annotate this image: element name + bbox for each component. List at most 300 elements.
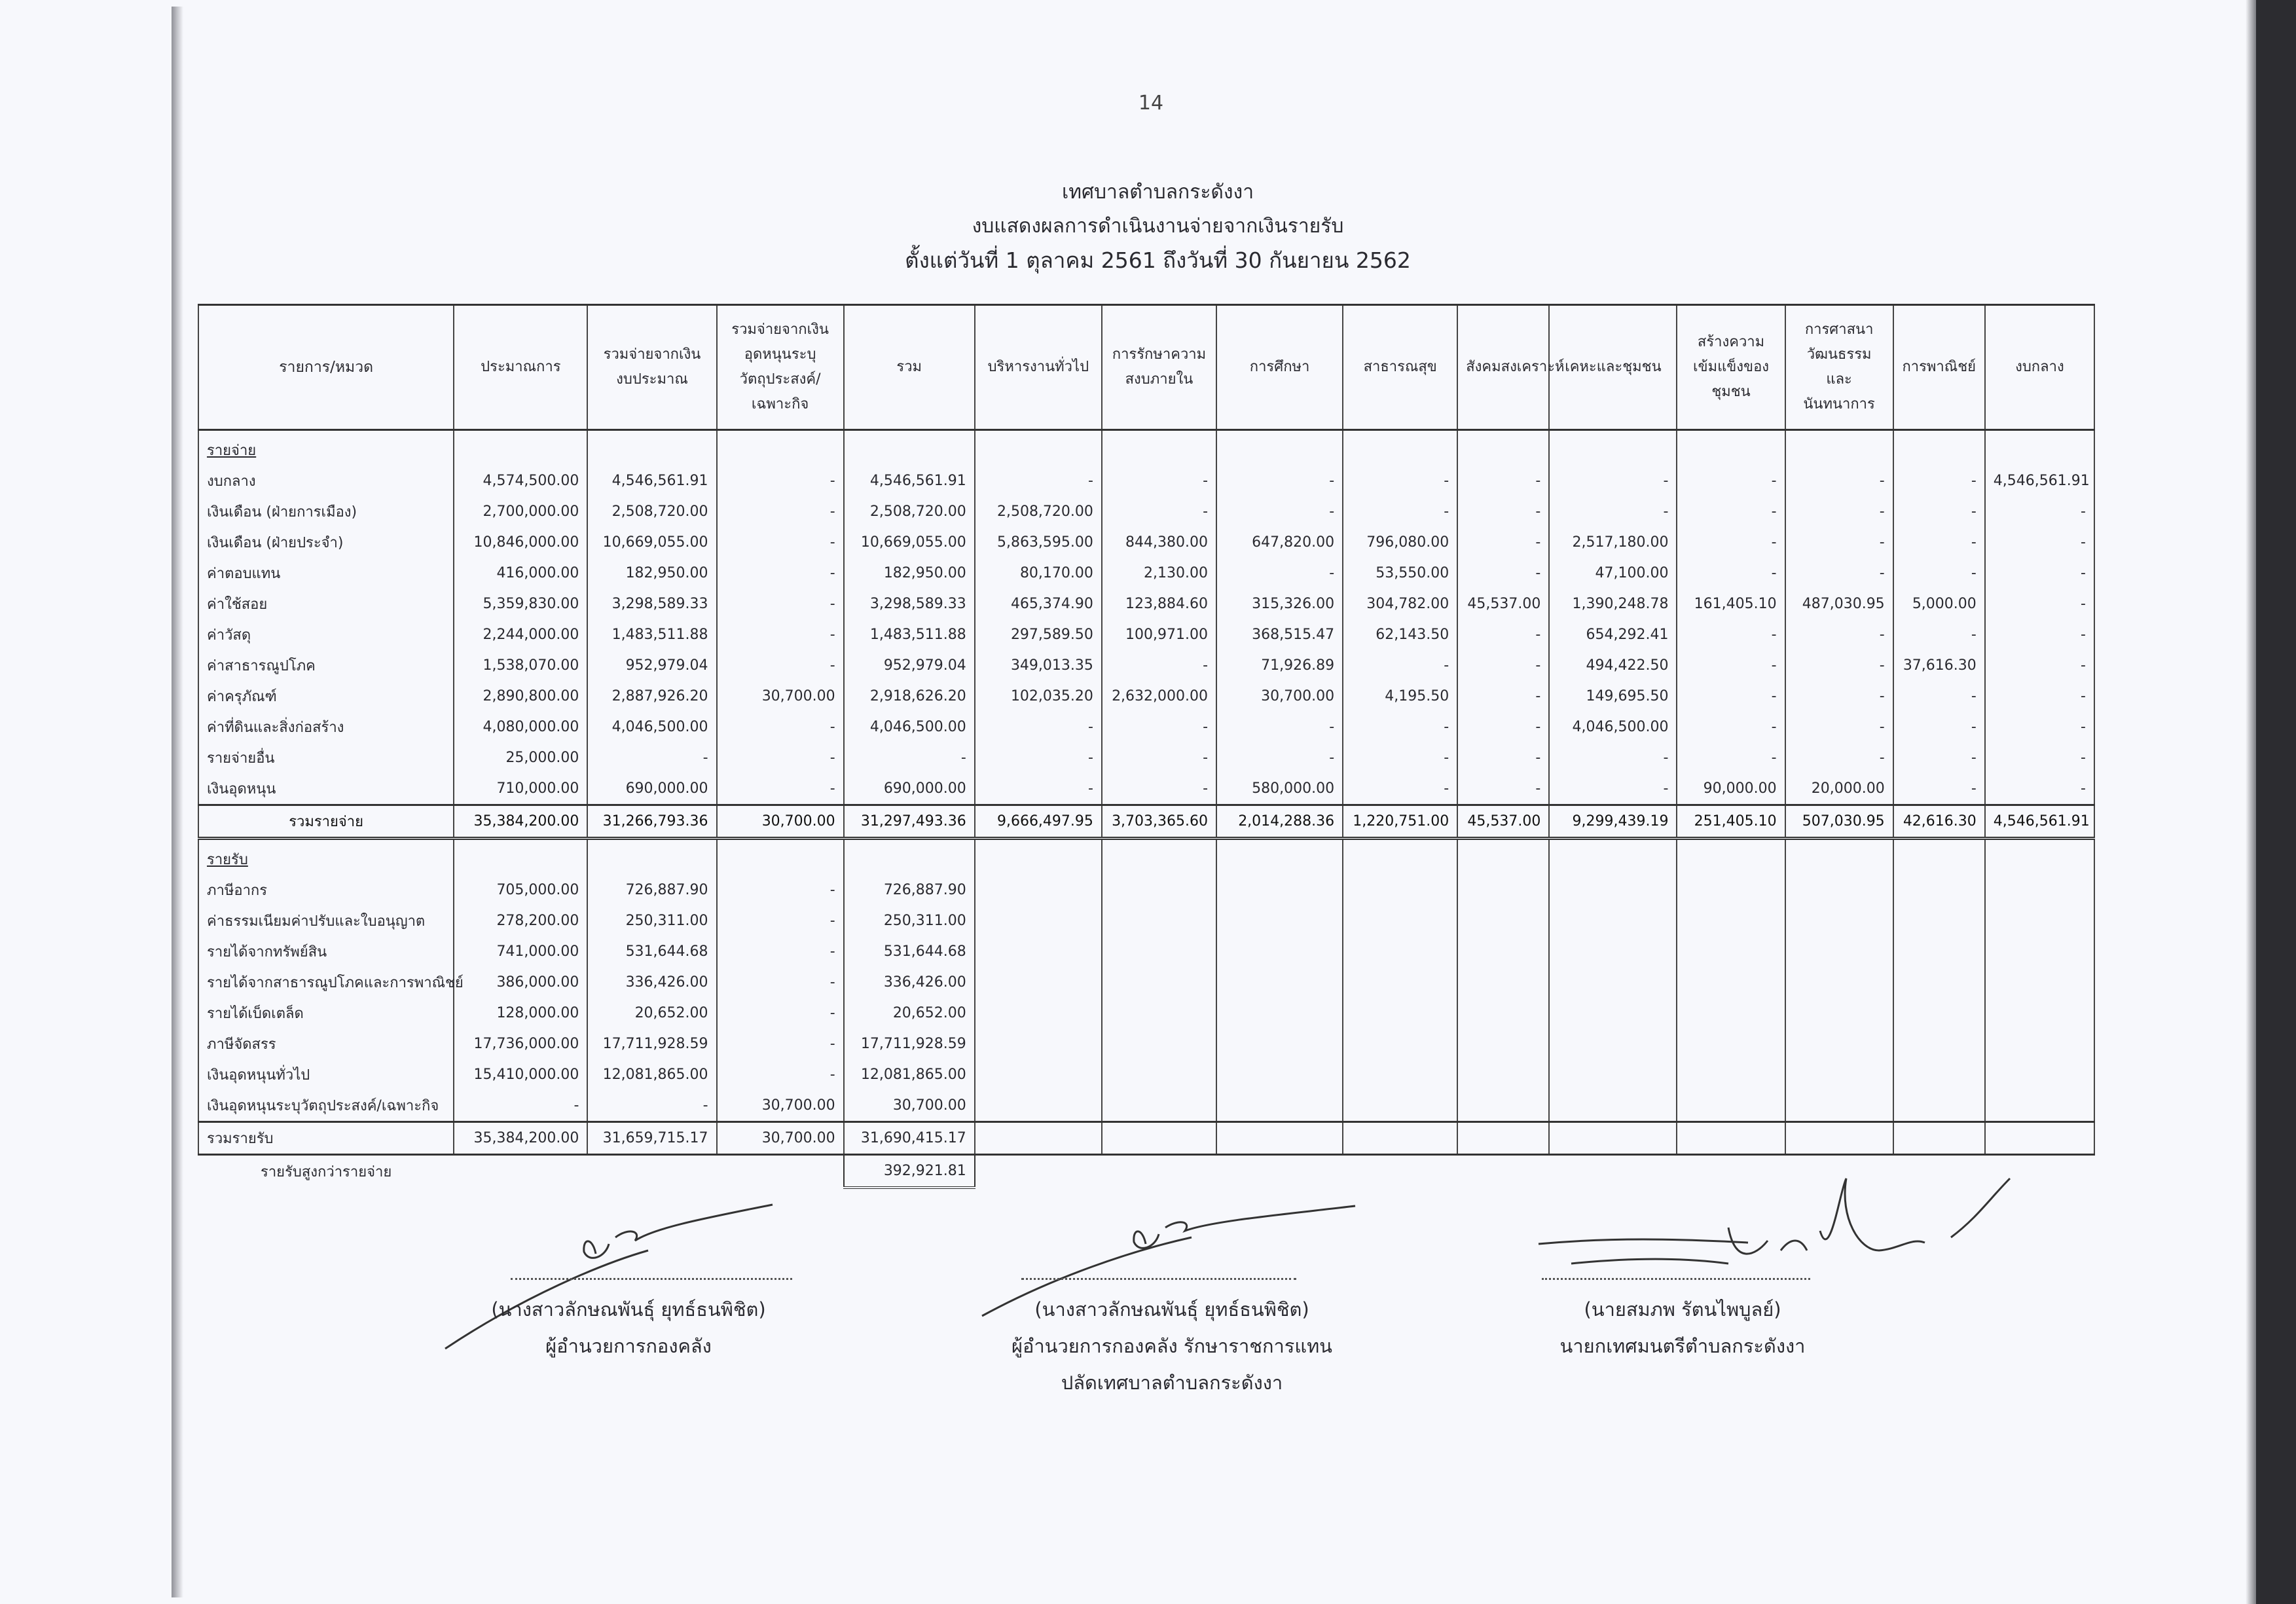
empty-cell	[1102, 1122, 1216, 1155]
empty-cell	[1785, 967, 1893, 998]
empty-cell	[975, 839, 1102, 875]
expense-row	[198, 712, 2094, 742]
table-cell: 3,298,589.33	[844, 589, 975, 619]
table-cell: 4,195.50	[1343, 681, 1457, 712]
empty-cell	[1549, 1090, 1677, 1122]
empty-cell	[1216, 936, 1343, 967]
table-cell: -	[587, 1090, 716, 1122]
empty-cell	[454, 430, 587, 466]
table-cell: -	[1893, 558, 1985, 589]
table-cell: -	[1985, 773, 2094, 805]
empty-cell	[1893, 1029, 1985, 1059]
empty-cell	[1549, 1122, 1677, 1155]
empty-cell	[1677, 1029, 1785, 1059]
table-cell: -	[1785, 465, 1893, 496]
empty-cell	[1985, 1059, 2094, 1090]
col-header-community: สร้างความเข้มแข็งของชุมชน	[1677, 305, 1785, 430]
empty-cell	[1343, 998, 1457, 1029]
table-cell: 507,030.95	[1785, 805, 1893, 839]
empty-cell	[1549, 1059, 1677, 1090]
table-cell: 128,000.00	[454, 998, 587, 1029]
col-header-religion-culture: การศาสนา วัฒนธรรม และนันทนาการ	[1785, 305, 1893, 430]
table-cell: -	[717, 1029, 844, 1059]
col-header-item: รายการ/หมวด	[198, 305, 454, 430]
empty-cell	[975, 1122, 1102, 1155]
table-cell: -	[1102, 712, 1216, 742]
empty-cell	[1102, 1059, 1216, 1090]
table-cell: -	[1677, 465, 1785, 496]
table-cell: -	[1457, 650, 1549, 681]
table-cell: -	[1457, 773, 1549, 805]
table-cell: -	[1785, 650, 1893, 681]
table-cell: 2,014,288.36	[1216, 805, 1343, 839]
scan-border-right	[2256, 0, 2296, 1604]
expense-row	[198, 681, 2094, 712]
empty-cell	[1985, 1029, 2094, 1059]
empty-cell	[1102, 967, 1216, 998]
empty-cell	[1216, 1090, 1343, 1122]
empty-cell	[587, 430, 716, 466]
col-header-central-fund: งบกลาง	[1985, 305, 2094, 430]
empty-cell	[1216, 430, 1343, 466]
table-cell: -	[1985, 742, 2094, 773]
table-cell: -	[717, 589, 844, 619]
table-cell: 30,700.00	[717, 1090, 844, 1122]
table-cell: 416,000.00	[454, 558, 587, 589]
empty-cell	[975, 875, 1102, 905]
signature-block-2	[949, 1291, 1394, 1401]
table-cell: -	[1985, 527, 2094, 558]
table-cell: 386,000.00	[454, 967, 587, 998]
empty-cell	[1343, 936, 1457, 967]
table-cell: 4,546,561.91	[587, 465, 716, 496]
expense-row	[198, 558, 2094, 589]
col-header-public-order: การรักษาความสงบภายใน	[1102, 305, 1216, 430]
empty-cell	[1985, 1122, 2094, 1155]
table-cell: -	[1985, 619, 2094, 650]
table-cell: 952,979.04	[844, 650, 975, 681]
table-cell: 9,299,439.19	[1549, 805, 1677, 839]
table-cell: 35,384,200.00	[454, 1122, 587, 1155]
table-cell: 20,000.00	[1785, 773, 1893, 805]
signatory-2-position-line2: ปลัดเทศบาลตำบลกระดังงา	[1061, 1372, 1283, 1394]
expense-row	[198, 650, 2094, 681]
table-cell: 349,013.35	[975, 650, 1102, 681]
table-cell: 30,700.00	[717, 681, 844, 712]
table-cell: -	[1102, 773, 1216, 805]
row-label: ค่าที่ดินและสิ่งก่อสร้าง	[198, 712, 454, 742]
row-label: ค่าธรรมเนียมค่าปรับและใบอนุญาต	[198, 905, 454, 936]
table-cell: -	[1549, 496, 1677, 527]
row-label: เงินอุดหนุนระบุวัตถุประสงค์/เฉพาะกิจ	[198, 1090, 454, 1122]
signatory-1-position: ผู้อำนวยการกองคลัง	[545, 1335, 712, 1357]
table-cell: 5,359,830.00	[454, 589, 587, 619]
empty-cell	[1893, 998, 1985, 1029]
empty-cell	[1893, 839, 1985, 875]
table-cell: -	[1785, 496, 1893, 527]
table-cell: -	[717, 773, 844, 805]
table-cell: -	[1785, 527, 1893, 558]
table-cell: 53,550.00	[1343, 558, 1457, 589]
col-header-budget-spend: รวมจ่ายจากเงินงบประมาณ	[587, 305, 716, 430]
empty-cell	[1893, 967, 1985, 998]
income-section	[198, 839, 2094, 1155]
table-cell: 647,820.00	[1216, 527, 1343, 558]
empty-cell	[1216, 839, 1343, 875]
signature-1-line	[511, 1278, 792, 1280]
table-cell: -	[1457, 527, 1549, 558]
table-cell: -	[1343, 465, 1457, 496]
empty-cell	[1102, 875, 1216, 905]
table-cell: 2,508,720.00	[975, 496, 1102, 527]
col-header-commerce: การพาณิชย์	[1893, 305, 1985, 430]
empty-cell	[1457, 1090, 1549, 1122]
empty-cell	[1677, 967, 1785, 998]
report-period: ตั้งแต่วันที่ 1 ตุลาคม 2561 ถึงวันที่ 30 กันยายน 2562	[905, 247, 1411, 273]
table-cell: -	[1216, 558, 1343, 589]
table-cell: 4,046,500.00	[587, 712, 716, 742]
table-cell: 80,170.00	[975, 558, 1102, 589]
table-cell: -	[1677, 712, 1785, 742]
empty-cell	[975, 936, 1102, 967]
empty-cell	[1457, 967, 1549, 998]
table-cell: -	[1985, 558, 2094, 589]
empty-cell	[1985, 905, 2094, 936]
table-cell: 705,000.00	[454, 875, 587, 905]
table-cell: 250,311.00	[844, 905, 975, 936]
row-label: ภาษีจัดสรร	[198, 1029, 454, 1059]
table-cell: 2,244,000.00	[454, 619, 587, 650]
empty-cell	[454, 839, 587, 875]
table-cell: -	[1785, 681, 1893, 712]
row-label: รวมรายรับ	[198, 1122, 454, 1155]
expense-row	[198, 773, 2094, 805]
expense-section-heading	[198, 430, 2094, 466]
table-cell: 42,616.30	[1893, 805, 1985, 839]
table-cell: 2,700,000.00	[454, 496, 587, 527]
empty-cell	[1216, 905, 1343, 936]
signatory-1-name: (นางสาวลักษณพันธุ์ ยุทธ์ธนพิชิต)	[491, 1298, 766, 1321]
empty-cell	[1785, 998, 1893, 1029]
table-cell: -	[717, 905, 844, 936]
table-cell: 690,000.00	[587, 773, 716, 805]
financial-report-table	[198, 304, 2095, 1189]
col-header-general-admin: บริหารงานทั่วไป	[975, 305, 1102, 430]
table-cell: 251,405.10	[1677, 805, 1785, 839]
col-header-public-health: สาธารณสุข	[1343, 305, 1457, 430]
empty-cell	[1102, 1029, 1216, 1059]
table-cell: 844,380.00	[1102, 527, 1216, 558]
table-cell: -	[717, 496, 844, 527]
row-label: ค่าวัสดุ	[198, 619, 454, 650]
row-label: รายได้จากทรัพย์สิน	[198, 936, 454, 967]
signatory-2-name: (นางสาวลักษณพันธุ์ ยุทธ์ธนพิชิต)	[1034, 1298, 1309, 1321]
table-cell: 30,700.00	[1216, 681, 1343, 712]
table-cell: -	[717, 1059, 844, 1090]
empty-cell	[1549, 430, 1677, 466]
table-cell: 726,887.90	[587, 875, 716, 905]
org-name: เทศบาลตำบลกระดังงา	[1061, 181, 1254, 204]
table-cell: -	[844, 742, 975, 773]
empty-cell	[1985, 839, 2094, 875]
table-cell: 10,669,055.00	[587, 527, 716, 558]
empty-cell	[1677, 1090, 1785, 1122]
table-cell: 102,035.20	[975, 681, 1102, 712]
table-cell: -	[1985, 496, 2094, 527]
empty-cell	[1457, 875, 1549, 905]
empty-cell	[1985, 430, 2094, 466]
table-cell: -	[1549, 742, 1677, 773]
table-cell: 31,297,493.36	[844, 805, 975, 839]
empty-cell	[1677, 839, 1785, 875]
table-cell: 336,426.00	[587, 967, 716, 998]
empty-cell	[1102, 430, 1216, 466]
empty-cell	[1677, 1122, 1785, 1155]
table-cell: -	[1216, 465, 1343, 496]
empty-cell	[844, 430, 975, 466]
table-cell: -	[1893, 773, 1985, 805]
row-label: ภาษีอากร	[198, 875, 454, 905]
table-cell: 487,030.95	[1785, 589, 1893, 619]
expense-row	[198, 742, 2094, 773]
table-cell: 336,426.00	[844, 967, 975, 998]
empty-cell	[587, 839, 716, 875]
table-cell: 4,046,500.00	[1549, 712, 1677, 742]
table-cell: 182,950.00	[587, 558, 716, 589]
table-cell: 250,311.00	[587, 905, 716, 936]
table-cell: 17,736,000.00	[454, 1029, 587, 1059]
income-section-heading	[198, 839, 2094, 875]
empty-cell	[1893, 430, 1985, 466]
table-cell: 2,918,626.20	[844, 681, 975, 712]
empty-cell	[975, 967, 1102, 998]
table-cell: 90,000.00	[1677, 773, 1785, 805]
table-cell: 1,390,248.78	[1549, 589, 1677, 619]
table-cell: -	[717, 558, 844, 589]
table-cell: -	[1457, 619, 1549, 650]
empty-cell	[1893, 905, 1985, 936]
surplus-label: รายรับสูงกว่ารายจ่าย	[261, 1164, 392, 1180]
income-row	[198, 936, 2094, 967]
row-label: ค่าสาธารณูปโภค	[198, 650, 454, 681]
scan-shadow-left	[172, 7, 183, 1597]
empty-cell	[1985, 936, 2094, 967]
table-cell: -	[1343, 712, 1457, 742]
table-cell: 2,890,800.00	[454, 681, 587, 712]
empty-cell	[1549, 1029, 1677, 1059]
empty-cell	[975, 998, 1102, 1029]
income-row	[198, 1090, 2094, 1122]
table-cell: 4,080,000.00	[454, 712, 587, 742]
table-cell: 100,971.00	[1102, 619, 1216, 650]
table-cell: -	[1102, 496, 1216, 527]
signatory-2-position: ผู้อำนวยการกองคลัง รักษาราชการแทน	[1011, 1335, 1333, 1357]
table-cell: 4,546,561.91	[1985, 805, 2094, 839]
table-cell: -	[1549, 773, 1677, 805]
empty-cell	[717, 839, 844, 875]
empty-cell	[1893, 936, 1985, 967]
expense-row	[198, 589, 2094, 619]
table-cell: 3,298,589.33	[587, 589, 716, 619]
table-cell: 31,266,793.36	[587, 805, 716, 839]
income-total-row	[198, 1122, 2094, 1155]
table-cell: -	[1216, 496, 1343, 527]
table-cell: -	[1343, 650, 1457, 681]
table-cell: 5,000.00	[1893, 589, 1985, 619]
table-cell: 1,220,751.00	[1343, 805, 1457, 839]
empty-cell	[1457, 936, 1549, 967]
empty-cell	[1343, 1090, 1457, 1122]
table-cell: 17,711,928.59	[587, 1029, 716, 1059]
expense-section	[198, 430, 2094, 839]
table-cell: 37,616.30	[1893, 650, 1985, 681]
table-cell: 741,000.00	[454, 936, 587, 967]
table-cell: 4,046,500.00	[844, 712, 975, 742]
empty-cell	[1785, 1090, 1893, 1122]
table-cell: 35,384,200.00	[454, 805, 587, 839]
empty-cell	[1785, 936, 1893, 967]
table-cell: -	[1985, 681, 2094, 712]
table-cell: 12,081,865.00	[587, 1059, 716, 1090]
table-cell: 2,508,720.00	[844, 496, 975, 527]
table-cell: -	[1677, 742, 1785, 773]
table-cell: 690,000.00	[844, 773, 975, 805]
empty-cell	[1343, 875, 1457, 905]
table-cell: -	[975, 465, 1102, 496]
table-cell: 710,000.00	[454, 773, 587, 805]
empty-cell	[1102, 936, 1216, 967]
income-row	[198, 967, 2094, 998]
empty-cell	[1985, 875, 2094, 905]
empty-cell	[1785, 1029, 1893, 1059]
table-cell: -	[975, 773, 1102, 805]
table-cell: -	[1457, 496, 1549, 527]
row-label: ค่าใช้สอย	[198, 589, 454, 619]
empty-cell	[1549, 905, 1677, 936]
table-header-row	[198, 305, 2094, 430]
empty-cell	[1216, 1122, 1343, 1155]
empty-cell	[1893, 1090, 1985, 1122]
table-cell: -	[1677, 496, 1785, 527]
empty-cell	[1677, 430, 1785, 466]
table-cell: 20,652.00	[844, 998, 975, 1029]
empty-cell	[1785, 839, 1893, 875]
table-cell: 368,515.47	[1216, 619, 1343, 650]
table-cell: 10,846,000.00	[454, 527, 587, 558]
table-cell: -	[717, 998, 844, 1029]
table-cell: 465,374.90	[975, 589, 1102, 619]
table-cell: -	[587, 742, 716, 773]
table-cell: -	[454, 1090, 587, 1122]
table-cell: 25,000.00	[454, 742, 587, 773]
empty-cell	[1343, 905, 1457, 936]
table-cell: -	[1102, 650, 1216, 681]
table-cell: 5,863,595.00	[975, 527, 1102, 558]
table-cell: -	[1677, 527, 1785, 558]
table-cell: 580,000.00	[1216, 773, 1343, 805]
table-cell: -	[1677, 681, 1785, 712]
empty-cell	[1343, 430, 1457, 466]
row-label: เงินเดือน (ฝ่ายประจำ)	[198, 527, 454, 558]
table-cell: -	[717, 967, 844, 998]
table-cell: 45,537.00	[1457, 589, 1549, 619]
table-cell: -	[1677, 619, 1785, 650]
table-cell: -	[1102, 742, 1216, 773]
table-cell: 30,700.00	[844, 1090, 975, 1122]
table-cell: -	[1893, 465, 1985, 496]
table-cell: -	[1985, 589, 2094, 619]
empty-cell	[1457, 430, 1549, 466]
col-header-grant-spend: รวมจ่ายจากเงินอุดหนุนระบุวัตถุประสงค์/เฉพาะกิจ	[717, 305, 844, 430]
empty-cell	[1457, 905, 1549, 936]
empty-cell	[975, 1059, 1102, 1090]
col-header-housing: เคหะและชุมชน	[1549, 305, 1677, 430]
empty-cell	[1549, 967, 1677, 998]
table-cell: -	[1785, 619, 1893, 650]
empty-cell	[1677, 905, 1785, 936]
income-row	[198, 875, 2094, 905]
empty-cell	[1216, 967, 1343, 998]
empty-cell	[1343, 839, 1457, 875]
table-cell: -	[1457, 558, 1549, 589]
empty-cell	[1457, 1122, 1549, 1155]
empty-cell	[1785, 430, 1893, 466]
table-cell: -	[1343, 742, 1457, 773]
empty-cell	[1216, 1029, 1343, 1059]
empty-cell	[1457, 1059, 1549, 1090]
empty-cell	[1893, 875, 1985, 905]
empty-cell	[1677, 1059, 1785, 1090]
signatory-3-position: นายกเทศมนตรีตำบลกระดังงา	[1559, 1335, 1806, 1357]
table-cell: 1,483,511.88	[587, 619, 716, 650]
table-cell: 30,700.00	[717, 805, 844, 839]
table-cell: 30,700.00	[717, 1122, 844, 1155]
income-row	[198, 905, 2094, 936]
table-cell: -	[1549, 465, 1677, 496]
table-cell: 2,130.00	[1102, 558, 1216, 589]
table-cell: 304,782.00	[1343, 589, 1457, 619]
row-label: เงินเดือน (ฝ่ายการเมือง)	[198, 496, 454, 527]
table-cell: 47,100.00	[1549, 558, 1677, 589]
expense-row	[198, 527, 2094, 558]
table-cell: -	[975, 742, 1102, 773]
table-cell: 9,666,497.95	[975, 805, 1102, 839]
table-cell: 2,508,720.00	[587, 496, 716, 527]
table-cell: 17,711,928.59	[844, 1029, 975, 1059]
table-cell: 1,538,070.00	[454, 650, 587, 681]
table-cell: -	[717, 650, 844, 681]
table-cell: 2,632,000.00	[1102, 681, 1216, 712]
table-cell: 1,483,511.88	[844, 619, 975, 650]
scan-shadow-right	[2246, 0, 2256, 1604]
empty-cell	[1985, 967, 2094, 998]
empty-cell	[1549, 839, 1677, 875]
table-cell: -	[1343, 773, 1457, 805]
table-cell: 71,926.89	[1216, 650, 1343, 681]
table-cell: 10,669,055.00	[844, 527, 975, 558]
empty-cell	[1457, 839, 1549, 875]
empty-cell	[1985, 998, 2094, 1029]
signature-3-mark	[1532, 1165, 2030, 1283]
col-header-estimate: ประมาณการ	[454, 305, 587, 430]
empty-cell	[1785, 1122, 1893, 1155]
table-cell: 149,695.50	[1549, 681, 1677, 712]
table-cell: 45,537.00	[1457, 805, 1549, 839]
table-cell: -	[1457, 712, 1549, 742]
page-number: 14	[1138, 92, 1164, 115]
table-cell: -	[1457, 742, 1549, 773]
signature-3-line	[1542, 1278, 1810, 1280]
